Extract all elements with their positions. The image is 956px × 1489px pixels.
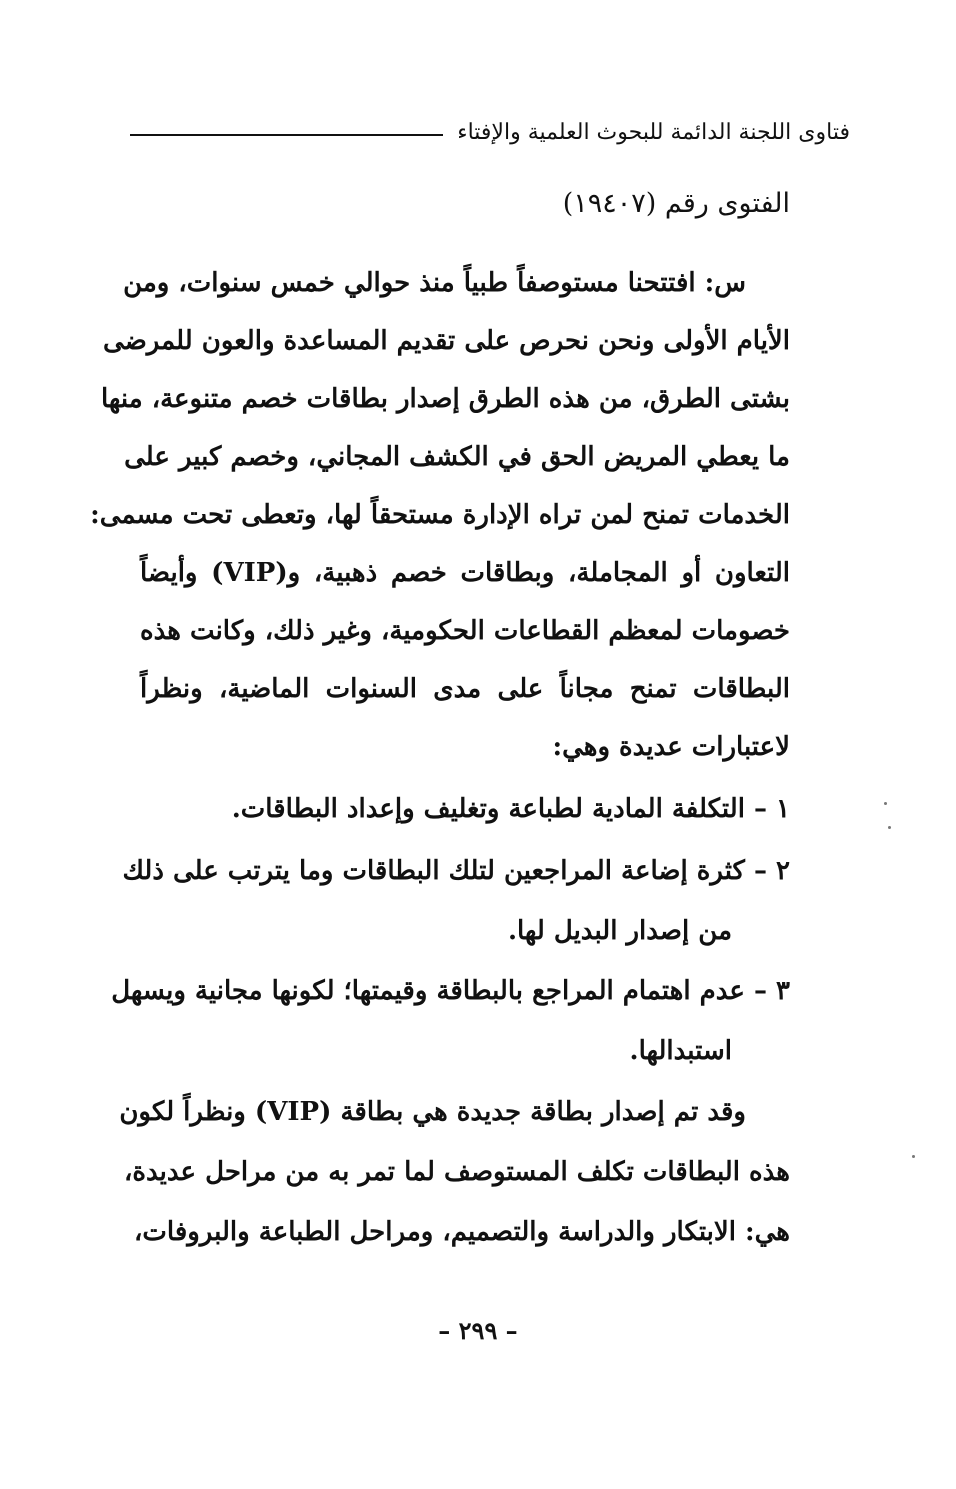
text-line: ٣ – عدم اهتمام المراجع بالبطاقة وقيمتها؛ لكونها مجانية ويسهل [111, 976, 790, 1006]
text-line: لاعتبارات عديدة وهي: [552, 732, 790, 762]
fatwa-title: الفتوى رقم (١٩٤٠٧) [562, 188, 790, 219]
scan-speck [912, 1155, 915, 1158]
page-number: – ٢٩٩ – [438, 1316, 518, 1345]
running-header [130, 112, 850, 152]
text-line: استبدالها. [629, 1036, 732, 1066]
body-paragraph [119, 1082, 790, 1262]
text-line: ٢ – كثرة إضاعة المراجعين لتلك البطاقات وما يترتب على ذلك [122, 856, 790, 886]
text-line: وقد تم إصدار بطاقة جديدة هي بطاقة (VIP) ونظراً لكون [119, 1097, 746, 1127]
text-line: ١ – التكلفة المادية لطباعة وتغليف وإعداد البطاقات. [231, 794, 790, 824]
text-line: هي: الابتكار والدراسة والتصميم، ومراحل الطباعة والبروفات، [134, 1217, 790, 1247]
header-title: فتاوى اللجنة الدائمة للبحوث العلمية والإفتاء [457, 119, 850, 145]
reasons-list [111, 778, 790, 1080]
scan-speck [884, 802, 887, 805]
text-line: س: افتتحنا مستوصفاً طبياً منذ حوالي خمس سنوات، ومن [123, 268, 746, 298]
text-line: التعاون أو المجاملة، وبطاقات خصم ذهبية، و(VIP) وأيضاً [140, 558, 790, 588]
text-line: ما يعطي المريض الحق في الكشف المجاني، وخصم كبير على [124, 442, 790, 472]
scan-speck [888, 826, 891, 829]
text-line: بشتى الطرق، من هذه الطرق إصدار بطاقات خصم متنوعة، منها [100, 384, 790, 414]
header-rule [130, 134, 443, 136]
text-line: الأيام الأولى ونحن نحرص على تقديم المساعدة والعون للمرضى [103, 326, 790, 356]
text-line: هذه البطاقات تكلف المستوصف لما تمر به من مراحل عديدة، [124, 1157, 790, 1187]
list-item [140, 778, 790, 840]
list-item [122, 840, 790, 960]
text-line: البطاقات تمنح مجاناً على مدى السنوات الماضية، ونظراً [140, 674, 790, 704]
text-line: من إصدار البديل لها. [507, 916, 732, 946]
text-line: خصومات لمعظم القطاعات الحكومية، وغير ذلك، وكانت هذه [140, 616, 790, 646]
text-line: الخدمات تمنح لمن تراه الإدارة مستحقاً لها، وتعطى تحت مسمى: [90, 500, 790, 530]
question-paragraph [90, 254, 790, 776]
list-item [111, 960, 790, 1080]
